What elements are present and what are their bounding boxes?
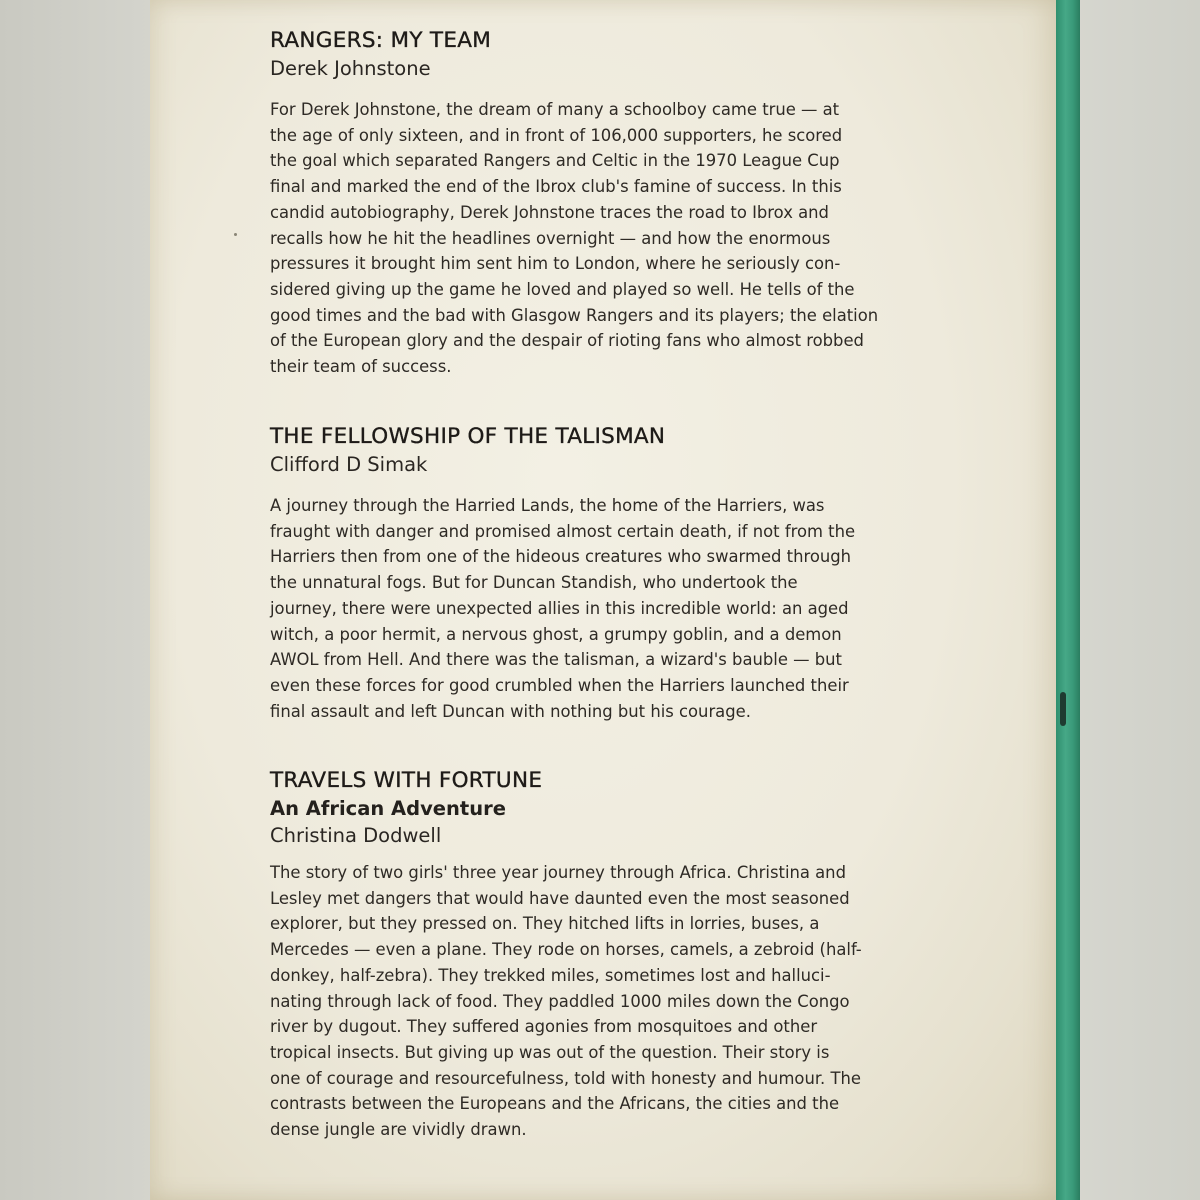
book-entry-talisman: [270, 423, 970, 724]
book-blurb: The story of two girls' three year journey through Africa. Christina and Lesley met dangers that would have daunted even the most seasoned explorer, but they pressed on. They hitched lifts in lorries, buses, a Mercedes — even a plane. They rode on horses, camels, a zebroid (half- donkey, half-zebra). They trekked miles, sometimes lost and halluci- nating through lack of food. They paddled 1000 miles down the Congo river by dugout. They suffered agonies from mosquitoes and other tropical insects. But giving up was out of the question. Their story is one of courage and resourcefulness, told with honesty and humour. The contrasts between the Europeans and the Africans, the cities and the dense jungle are vividly drawn.: [270, 863, 862, 1140]
book-entry-rangers: [270, 27, 970, 380]
book-blurb: For Derek Johnstone, the dream of many a schoolboy came true — at the age of only sixteen, and in front of 106,000 supporters, he scored the goal which separated Rangers and Celtic in the 1970 League Cup final and marked the end of the Ibrox club's famine of success. In this candid autobiography, Derek Johnstone traces the road to Ibrox and recalls how he hit the headlines overnight — and how the enormous pressures it brought him sent him to London, where he seriously con- sidered giving up the game he loved and played so well. He tells of the good times and the bad with Glasgow Rangers and its players; the elation of the European glory and the despair of rioting fans who almost robbed their team of success.: [270, 100, 879, 377]
book-title: TRAVELS WITH FORTUNE: [270, 768, 543, 793]
book-blurb: A journey through the Harried Lands, the home of the Harriers, was fraught with danger and promised almost certain death, if not from the Harriers then from one of the hideous creatures who swarmed through the unnatural fogs. But for Duncan Standish, who undertook the journey, there were unexpected allies in this incredible world: an aged witch, a poor hermit, a nervous ghost, a grumpy goblin, and a demon AWOL from Hell. And there was the talisman, a wizard's bauble — but even these forces for good crumbled when the Harriers launched their final assault and left Duncan with nothing but his courage.: [270, 496, 856, 721]
book-subtitle: An African Adventure: [270, 797, 506, 820]
book-spine-edge: [1056, 0, 1080, 1200]
book-author: Derek Johnstone: [270, 57, 431, 80]
paper-speck: [234, 233, 237, 236]
book-author: Christina Dodwell: [270, 824, 442, 847]
book-title: THE FELLOWSHIP OF THE TALISMAN: [270, 424, 666, 449]
book-title: RANGERS: MY TEAM: [270, 28, 492, 53]
spine-mark: [1060, 692, 1066, 726]
book-entry-travels: [270, 767, 970, 1143]
book-author: Clifford D Simak: [270, 453, 428, 476]
